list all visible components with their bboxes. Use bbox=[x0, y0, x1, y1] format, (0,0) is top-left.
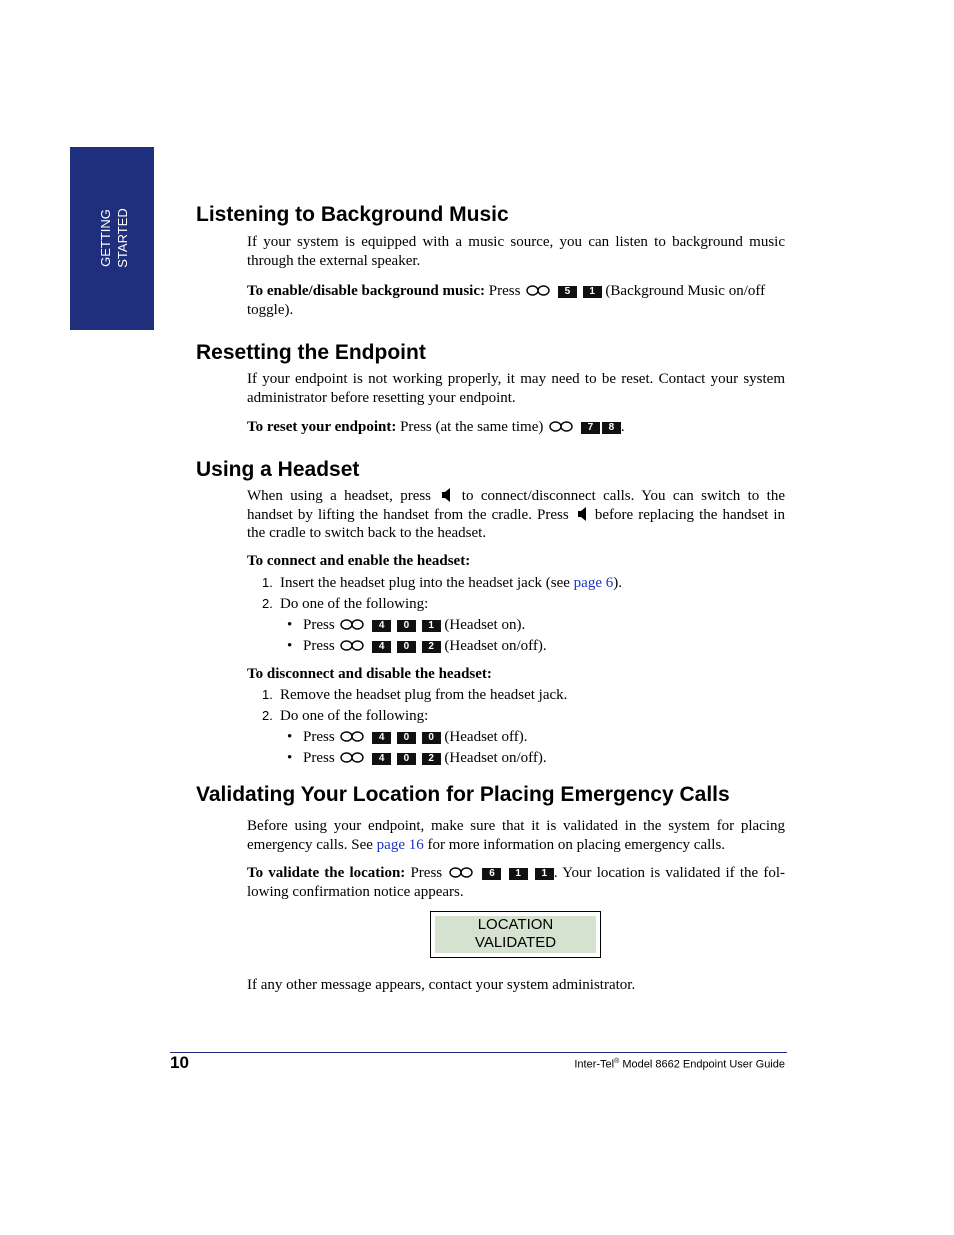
connect-step-1 bbox=[262, 574, 622, 592]
dial-key: 6 bbox=[482, 868, 501, 880]
heading-resetting-endpoint: Resetting the Endpoint bbox=[196, 341, 426, 364]
feature-key-icon bbox=[549, 421, 573, 432]
press-text: Press bbox=[303, 750, 335, 766]
reset-instruction-after: . bbox=[620, 419, 625, 435]
feature-key-icon bbox=[340, 752, 364, 763]
page-16-link[interactable]: page 16 bbox=[376, 836, 424, 853]
reset-instruction-label: To reset your endpoint: bbox=[247, 419, 397, 435]
validate-closing: If any other message appears, contact your system administrator. bbox=[247, 977, 636, 993]
feature-key-icon bbox=[526, 285, 550, 296]
feature-key-icon bbox=[449, 867, 473, 878]
music-instruction-after: (Background Music on/off toggle). bbox=[247, 283, 766, 318]
dial-key: 1 bbox=[422, 620, 441, 632]
validate-intro bbox=[247, 817, 785, 854]
step-text: Insert the headset plug into the headset jack (see bbox=[280, 575, 570, 591]
music-instruction-label: To enable/disable background music: bbox=[247, 283, 485, 299]
footer-guide-title bbox=[574, 1058, 785, 1071]
reset-press: Press (at the same time) bbox=[400, 419, 544, 435]
validate-intro-b: for more information on placing emergency calls. bbox=[427, 836, 726, 853]
validate-instruction bbox=[247, 864, 785, 901]
dial-key: 4 bbox=[372, 753, 391, 765]
validate-instruction-label: To validate the location: bbox=[247, 865, 406, 881]
validate-intro-a: Before using your endpoint, make sure that it is validated in the system for placing emergency calls. See bbox=[247, 818, 785, 853]
bullet-icon: • bbox=[287, 617, 293, 633]
step-text-end: ). bbox=[613, 575, 622, 591]
step-number: 1. bbox=[262, 575, 273, 590]
music-press: Press bbox=[488, 283, 521, 299]
reset-instruction bbox=[247, 418, 785, 437]
reset-intro: If your endpoint is not working properly, it may need to be reset. Contact your system administrator before resetting your endpoint. bbox=[247, 371, 785, 406]
step-number: 2. bbox=[262, 708, 273, 723]
dial-key: 0 bbox=[397, 620, 416, 632]
display-notice bbox=[430, 911, 601, 958]
bullet-after: (Headset on/off). bbox=[444, 638, 547, 654]
bullet-after: (Headset off). bbox=[444, 729, 528, 745]
heading-validating-location: Validating Your Location for Placing Emergency Calls bbox=[196, 783, 730, 806]
list-item bbox=[287, 616, 525, 634]
validate-instruction-after: . Your location is validated if the fol-lowing confirmation notice appears. bbox=[247, 865, 785, 900]
feature-key-icon bbox=[340, 640, 364, 651]
bullet-after: (Headset on/off). bbox=[444, 750, 547, 766]
press-text: Press bbox=[303, 617, 335, 633]
dial-key: 8 bbox=[602, 422, 621, 434]
dial-key: 1 bbox=[583, 286, 602, 298]
disconnect-heading: To disconnect and disable the headset: bbox=[247, 666, 492, 682]
dial-key: 4 bbox=[372, 620, 391, 632]
page-6-link[interactable]: page 6 bbox=[573, 575, 614, 591]
brand-name: Inter-Tel bbox=[574, 1058, 615, 1071]
step-number: 2. bbox=[262, 596, 273, 611]
step-text: Do one of the following: bbox=[280, 708, 429, 724]
headset-intro-b: to connect/disconnect calls. You can switch to the handset by lifting the handset from the cradle. Press bbox=[247, 488, 785, 523]
press-text: Press bbox=[303, 729, 335, 745]
dial-key: 4 bbox=[372, 732, 391, 744]
display-line-1: LOCATION bbox=[477, 916, 554, 933]
page-number: 10 bbox=[170, 1053, 189, 1072]
bullet-icon: • bbox=[287, 638, 293, 654]
footer-divider bbox=[170, 1052, 787, 1053]
disconnect-step-1 bbox=[262, 686, 567, 704]
list-item bbox=[287, 749, 547, 767]
guide-title: Model 8662 Endpoint User Guide bbox=[622, 1058, 785, 1071]
feature-key-icon bbox=[340, 731, 364, 742]
dial-key: 2 bbox=[422, 753, 441, 765]
dial-key: 0 bbox=[397, 641, 416, 653]
dial-key: 1 bbox=[535, 868, 554, 880]
dial-key: 1 bbox=[509, 868, 528, 880]
headset-intro bbox=[247, 487, 785, 543]
speaker-key-icon bbox=[441, 488, 451, 502]
validate-press: Press bbox=[410, 865, 443, 881]
section-tab-label bbox=[87, 200, 135, 276]
dial-key: 4 bbox=[372, 641, 391, 653]
headset-intro-c: before replacing the handset in the cradle to switch back to the headset. bbox=[247, 506, 786, 541]
dial-key: 2 bbox=[422, 641, 441, 653]
music-instruction bbox=[247, 282, 785, 319]
dial-key: 5 bbox=[558, 286, 577, 298]
headset-intro-a: When using a headset, press bbox=[247, 488, 432, 504]
speaker-key-icon bbox=[577, 507, 587, 521]
bullet-after: (Headset on). bbox=[444, 617, 526, 633]
dial-key: 0 bbox=[422, 732, 441, 744]
list-item bbox=[287, 728, 527, 746]
feature-key-icon bbox=[340, 619, 364, 630]
step-text: Remove the headset plug from the headset jack. bbox=[280, 687, 568, 703]
step-text: Do one of the following: bbox=[280, 596, 429, 612]
list-item bbox=[287, 637, 547, 655]
music-intro: If your system is equipped with a music source, you can listen to background music through the external speaker. bbox=[247, 234, 785, 269]
dial-key: 0 bbox=[397, 753, 416, 765]
disconnect-step-2 bbox=[262, 707, 428, 725]
heading-using-headset: Using a Headset bbox=[196, 458, 360, 481]
dial-key: 0 bbox=[397, 732, 416, 744]
heading-background-music: Listening to Background Music bbox=[196, 203, 509, 226]
bullet-icon: • bbox=[287, 750, 293, 766]
display-screen bbox=[435, 916, 596, 953]
registered-mark: ® bbox=[614, 1058, 620, 1065]
dial-key: 7 bbox=[581, 422, 600, 434]
step-number: 1. bbox=[262, 687, 273, 702]
display-line-2: VALIDATED bbox=[474, 934, 557, 951]
connect-heading: To connect and enable the headset: bbox=[247, 553, 471, 569]
tab-line-2: STARTED bbox=[115, 208, 130, 268]
connect-step-2 bbox=[262, 595, 428, 613]
bullet-icon: • bbox=[287, 729, 293, 745]
tab-line-1: GETTING bbox=[98, 209, 113, 267]
press-text: Press bbox=[303, 638, 335, 654]
